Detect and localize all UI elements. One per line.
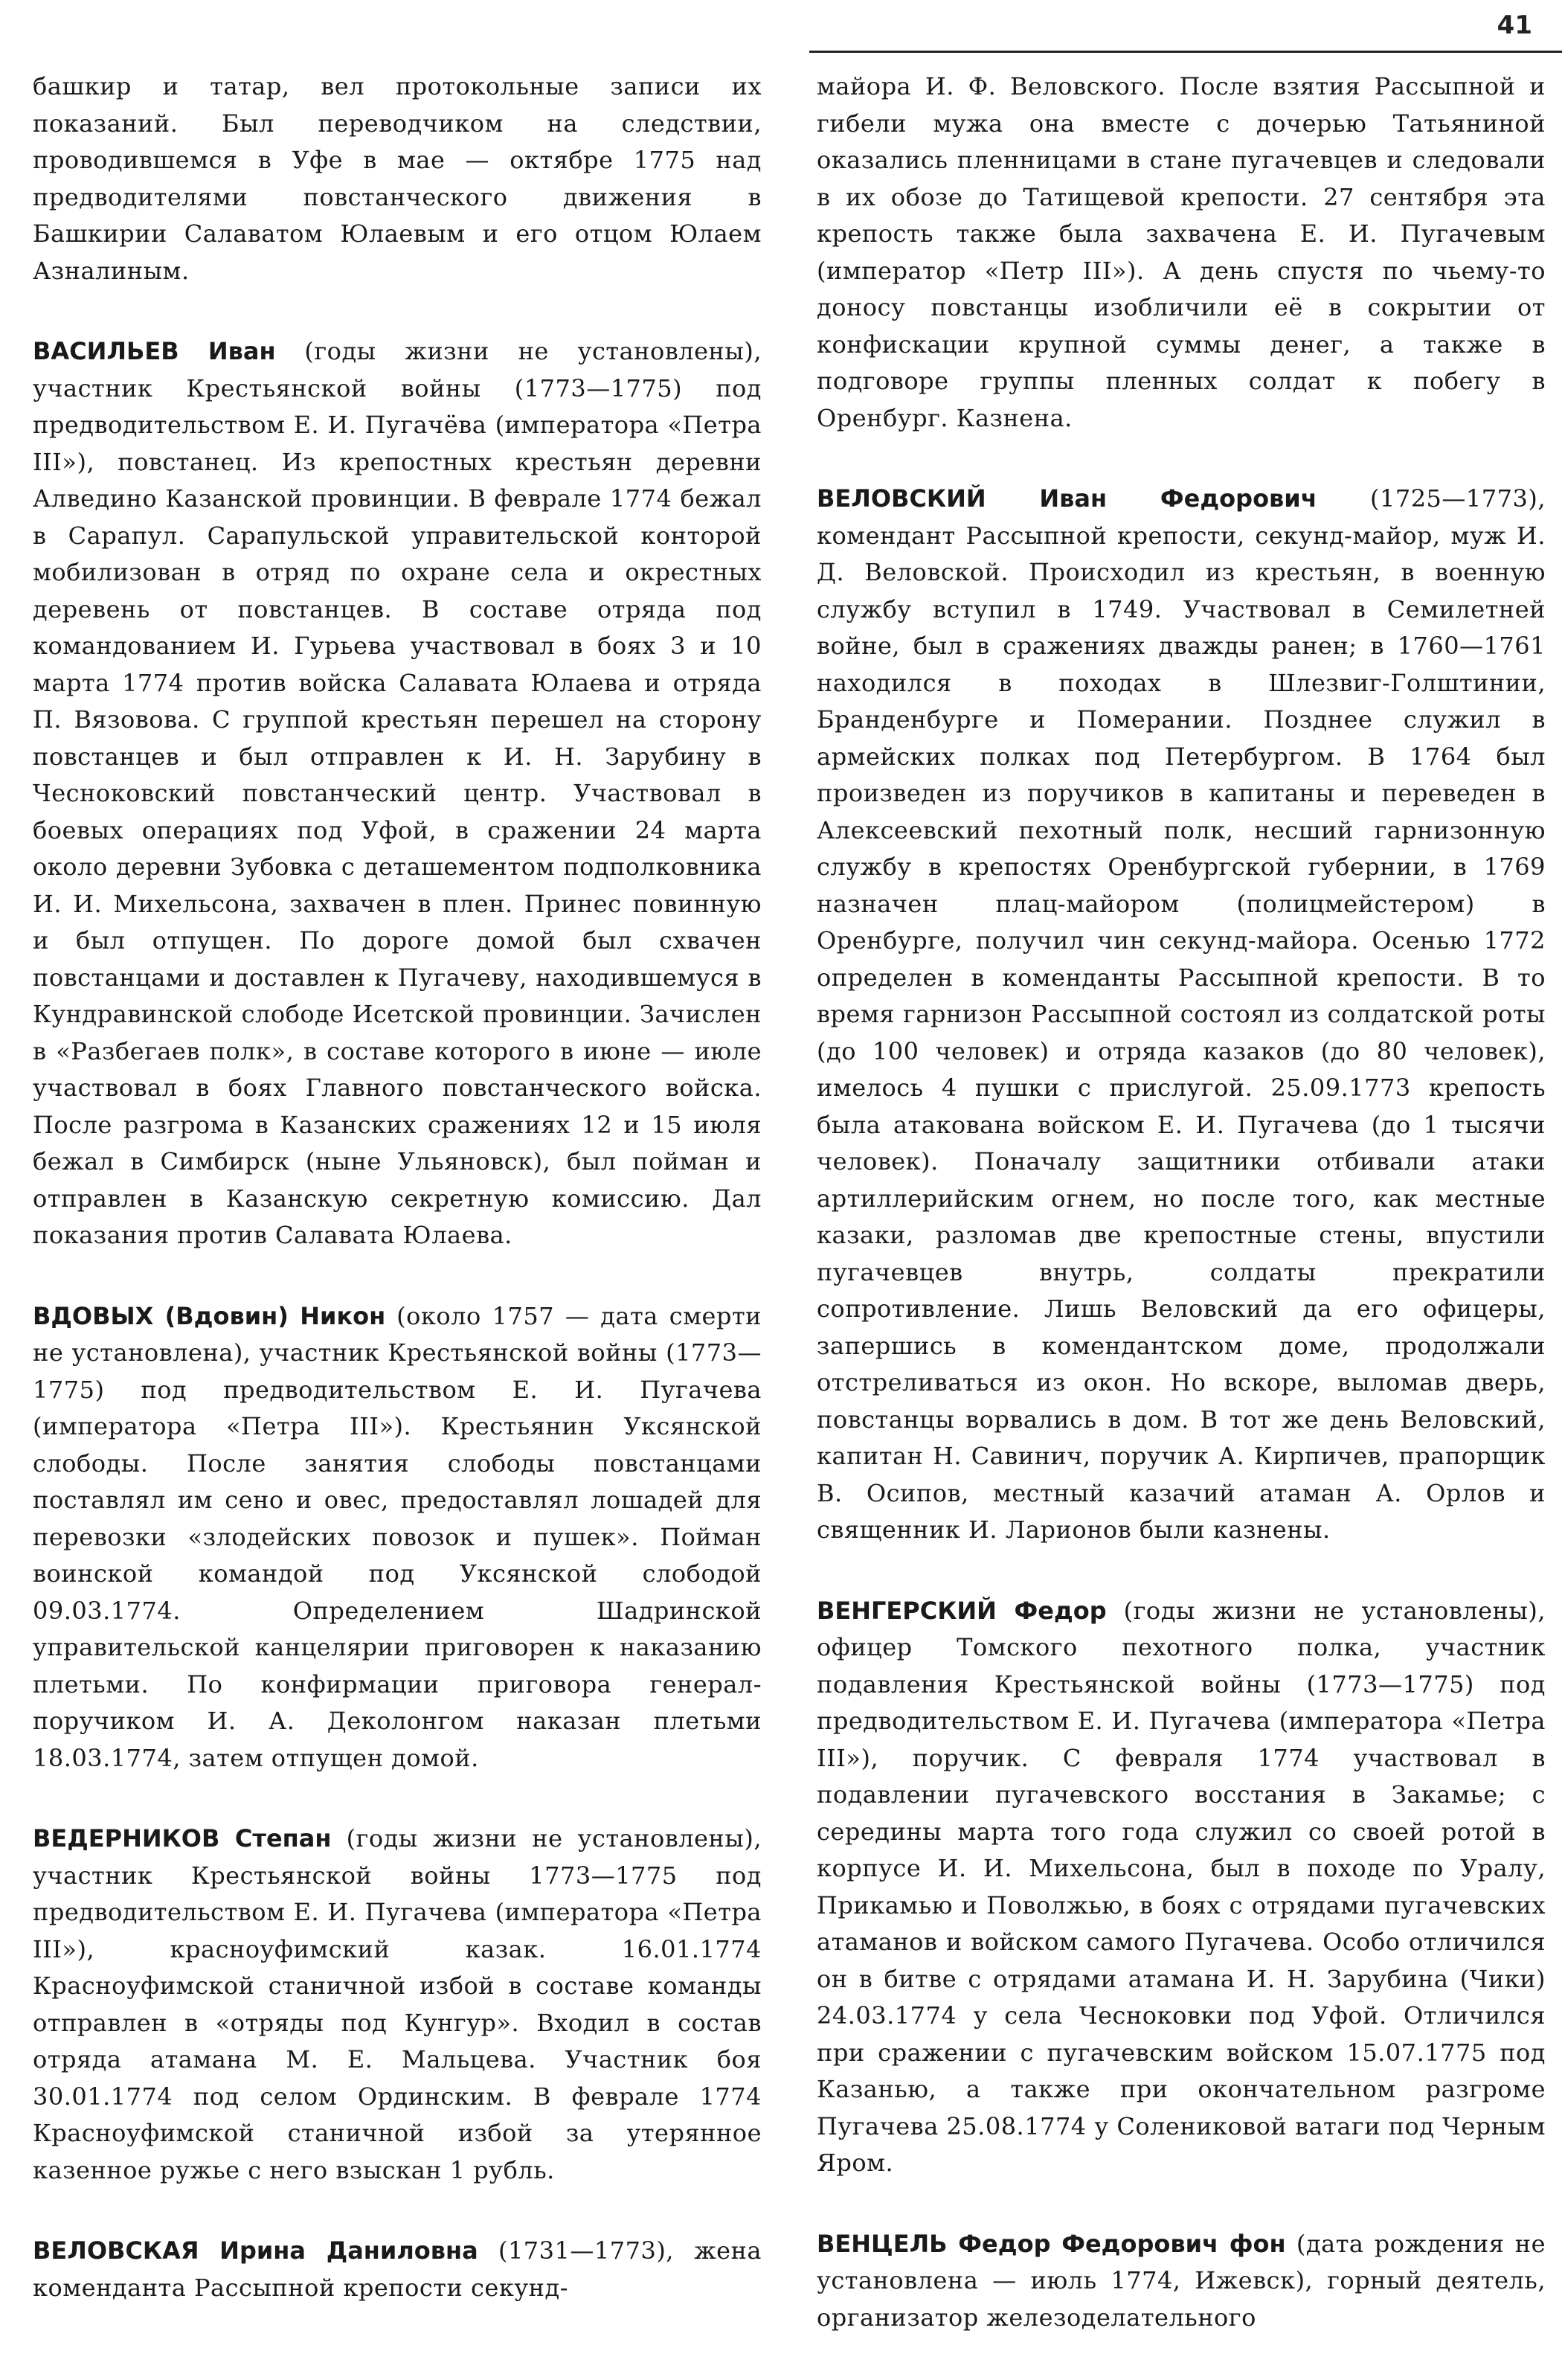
entry-heading: ВЕЛОВСКИЙ Иван Федорович [817, 484, 1317, 513]
entry-vdovykh [33, 1298, 762, 1777]
entry-ventsel [817, 2226, 1546, 2337]
entry-vedernikov [33, 1821, 762, 2189]
page-number: 41 [1497, 10, 1532, 40]
entry-continuation [33, 68, 762, 289]
entry-heading: ВЕЛОВСКАЯ Ирина Даниловна [33, 2236, 478, 2265]
entry-text: (1731—1773), жена коменданта Рассыпной крепости секунд- [33, 2236, 762, 2302]
entry-heading: ВЕНГЕРСКИЙ Федор [817, 1596, 1107, 1625]
entry-heading: ВЕНЦЕЛЬ Федор Федорович фон [817, 2229, 1286, 2258]
entry-text: (годы жизни не установлены), офицер Томского пехотного полка, участник подавления Крестьянской войны (1773—1775) под предводительством Е. И. Пугачева (императора «Петра III»), поручик. С февраля 1774 участвовал в подавлении пугачевского восстания в Закамье; с середины марта того года служил со своей ротой в корпусе И. И. Михельсона, был в походе по Уралу, Прикамью и Поволжью, в боях с отрядами пугачевских атаманов и войском самого Пугачева. Особо отличился он в битве с отрядами атамана И. Н. Зарубина (Чики) 24.03.1774 у села Чесноковки под Уфой. Отличился при сражении с пугачевским войском 15.07.1775 под Казанью, а также при окончательном разгроме Пугачева 25.08.1774 у Солениковой ватаги под Черным Яром. [817, 1596, 1546, 2177]
entry-velovsky [817, 481, 1546, 1549]
entry-text: башкир и татар, вел протокольные записи их показаний. Был переводчиком на следствии, проводившемся в Уфе в мае — октябре 1775 над предводителями повстанческого движения в Башкирии Салаватом Юлаевым и его отцом Юлаем Азналиным. [33, 72, 762, 285]
left-column [33, 68, 762, 2350]
entry-text: (дата рождения не установлена — июль 1774, Ижевск), горный деятель, организатор железоделательного [817, 2229, 1546, 2332]
right-column [817, 68, 1546, 2380]
entry-heading: ВЕДЕРНИКОВ Степан [33, 1824, 332, 1853]
entry-text: майора И. Ф. Веловского. После взятия Рассыпной и гибели мужа она вместе с дочерью Татьяниной оказались пленницами в стане пугачевцев и следовали в их обозе до Татищевой крепости. 27 сентября эта крепость также была захвачена Е. И. Пугачевым (император «Петр III»). А день спустя по чьему-то доносу повстанцы изобличили её в сокрытии от конфискации крупной суммы денег, а также в подговоре группы пленных солдат к побегу в Оренбург. Казнена. [817, 72, 1546, 432]
entry-text: (около 1757 — дата смерти не установлена), участник Крестьянской войны (1773—1775) под предводительством Е. И. Пугачева (императора «Петра III»). Крестьянин Уксянской слободы. После занятия слободы повстанцами поставлял им сено и овес, предоставлял лошадей для перевозки «злодейских повозок и пушек». Пойман воинской командой под Уксянской слободой 09.03.1774. Определением Шадринской управительской канцелярии приговорен к наказанию плетьми. По конфирмации приговора генерал-поручиком И. А. Деколонгом наказан плетьми 18.03.1774, затем отпущен домой. [33, 1301, 762, 1772]
entry-text: (1725—1773), комендант Рассыпной крепости, секунд-майор, муж И. Д. Веловской. Происходил из крестьян, в военную службу вступил в 1749. Участвовал в Семилетней войне, был в сражениях дважды ранен; в 1760—1761 находился в походах в Шлезвиг-Голштинии, Бранденбурге и Померании. Позднее служил в армейских полках под Петербургом. В 1764 был произведен из поручиков в капитаны и переведен в Алексеевский пехотный полк, несший гарнизонную службу в крепостях Оренбургской губернии, в 1769 назначен плац-майором (полицмейстером) в Оренбурге, получил чин секунд-майора. Осенью 1772 определен в коменданты Рассыпной крепости. В то время гарнизон Рассыпной состоял из солдатской роты (до 100 человек) и отряда казаков (до 80 человек), имелось 4 пушки с прислугой. 25.09.1773 крепость была атакована войском Е. И. Пугачева (до 1 тысячи человек). Поначалу защитники отбивали атаки артиллерийским огнем, но после того, как местные казаки, разломав две крепостные стены, впустили пугачевцев внутрь, солдаты прекратили сопротивление. Лишь Веловский да его офицеры, запершись в комендантском доме, продолжали отстреливаться из окон. Но вскоре, выломав дверь, повстанцы ворвались в дом. В тот же день Веловский, капитан Н. Савинич, поручик А. Кирпичев, прапорщик В. Осипов, местный казачий атаман А. Орлов и священник И. Ларионов были казнены. [817, 484, 1546, 1544]
entry-vasilyev [33, 333, 762, 1254]
entry-text: (годы жизни не установлены), участник Крестьянской войны (1773—1775) под предводительством Е. И. Пугачёва (императора «Петра III»), повстанец. Из крепостных крестьян деревни Алведино Казанской провинции. В феврале 1774 бежал в Сарапул. Сарапульской управительской конторой мобилизован в отряд по охране села и окрестных деревень от повстанцев. В составе отряда под командованием И. Гурьева участвовал в боях 3 и 10 марта 1774 против войска Салавата Юлаева и отряда П. Вязовова. С группой крестьян перешел на сторону повстанцев и был отправлен к И. Н. Зарубину в Чесноковский повстанческий центр. Участвовал в боевых операциях под Уфой, в сражении 24 марта около деревни Зубовка с деташементом подполковника И. И. Михельсона, захвачен в плен. Принес повинную и был отпущен. По дороге домой был схвачен повстанцами и доставлен к Пугачеву, находившемуся в Кундравинской слободе Исетской провинции. Зачислен в «Разбегаев полк», в составе которого в июне — июле участвовал в боях Главного повстанческого войска. После разгрома в Казанских сражениях 12 и 15 июля бежал в Симбирск (ныне Ульяновск), был пойман и отправлен в Казанскую секретную комиссию. Дал показания против Салавата Юлаева. [33, 337, 762, 1249]
header-rule [809, 51, 1562, 53]
entry-text: (годы жизни не установлены), участник Крестьянской войны 1773—1775 под предводительством Е. И. Пугачева (императора «Петра III»), красноуфимский казак. 16.01.1774 Красноуфимской станичной избой в составе команды отправлен в «отряды под Кунгур». Входил в состав отряда атамана М. Е. Мальцева. Участник боя 30.01.1774 под селом Ординским. В феврале 1774 Красноуфимской станичной избой за утерянное казенное ружье с него взыскан 1 рубль. [33, 1824, 762, 2184]
entry-heading: ВДОВЫХ (Вдовин) Никон [33, 1301, 386, 1330]
entry-continuation [817, 68, 1546, 437]
entry-velovskaya [33, 2233, 762, 2306]
entry-vengersky [817, 1593, 1546, 2182]
entry-heading: ВАСИЛЬЕВ Иван [33, 337, 276, 365]
